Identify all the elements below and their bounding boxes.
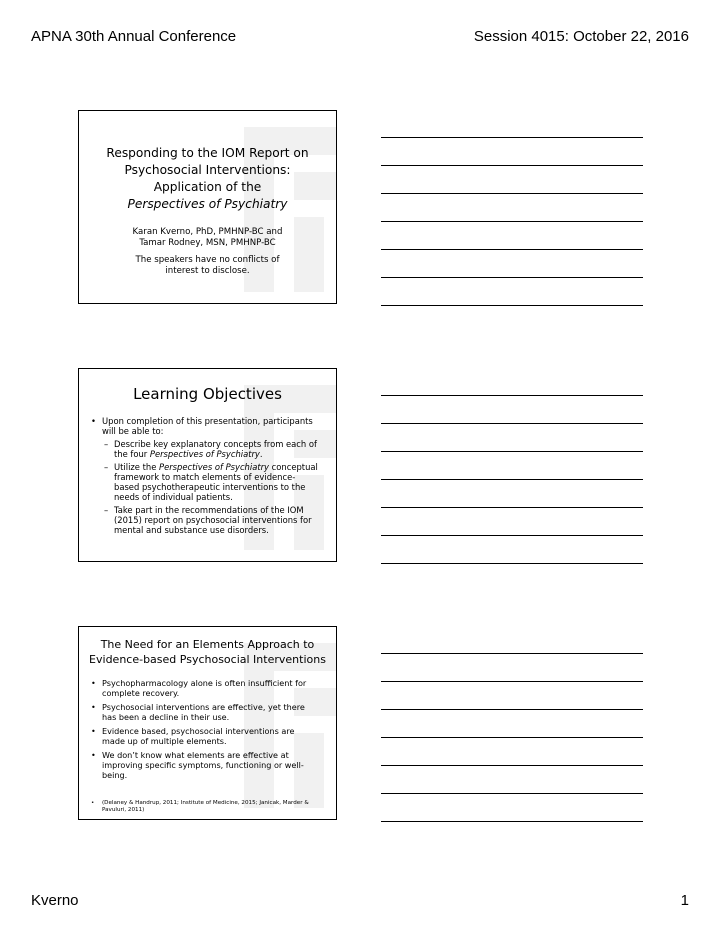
list-item: – Take part in the recommendations of the IOM (2015) report on psychosocial interventions for mental and substance use disorders. bbox=[104, 505, 312, 535]
header-session: Session 4015: October 22, 2016 bbox=[473, 28, 689, 45]
list-item: • Psychosocial interventions are effective, yet there has been a decline in their use. bbox=[91, 702, 305, 722]
header-conference: APNA 30th Annual Conference bbox=[31, 28, 237, 45]
list-item: • Psychopharmacology alone is often insufficient for complete recovery. bbox=[91, 678, 307, 698]
footer-author: Kverno bbox=[31, 892, 79, 909]
slide-3-body bbox=[79, 667, 336, 780]
slide-1-authors: Karan Kverno, PhD, PMHNP-BC and Tamar Rodney, MSN, PMHNP-BC bbox=[132, 227, 283, 248]
slide-2-body bbox=[79, 403, 336, 535]
slide-2-thumbnail bbox=[78, 368, 337, 562]
slide-3-reference: • (Delaney & Handrup, 2011; Institute of Medicine, 2015; Janicak, Marder & Pavuluri, 2011) bbox=[91, 800, 309, 813]
slide-1-title: Responding to the IOM Report on Psychosocial Interventions: Application of the Perspectives of Psychiatry bbox=[106, 146, 309, 211]
slide-1-thumbnail bbox=[78, 110, 337, 304]
list-item: • Upon completion of this presentation, participants will be able to: bbox=[91, 416, 313, 436]
list-item: • Evidence based, psychosocial interventions are made up of multiple elements. bbox=[91, 726, 295, 746]
list-item: – Utilize the Perspectives of Psychiatry conceptual framework to match elements of evidence-based psychotherapeutic interventions to the needs of individual patients. bbox=[104, 462, 318, 502]
slide-1-disclosure: The speakers have no conflicts of interest to disclose. bbox=[135, 255, 280, 276]
list-item: • We don’t know what elements are effective at improving specific symptoms, functioning or well-being. bbox=[91, 750, 304, 780]
page-number: 1 bbox=[680, 892, 689, 909]
slide-3-title: The Need for an Elements Approach to Evidence-based Psychosocial Interventions bbox=[89, 638, 326, 666]
list-item: – Describe key explanatory concepts from each of the four Perspectives of Psychiatry. bbox=[104, 439, 317, 459]
slide-3-thumbnail bbox=[78, 626, 337, 820]
slide-2-title: Learning Objectives bbox=[133, 385, 282, 403]
